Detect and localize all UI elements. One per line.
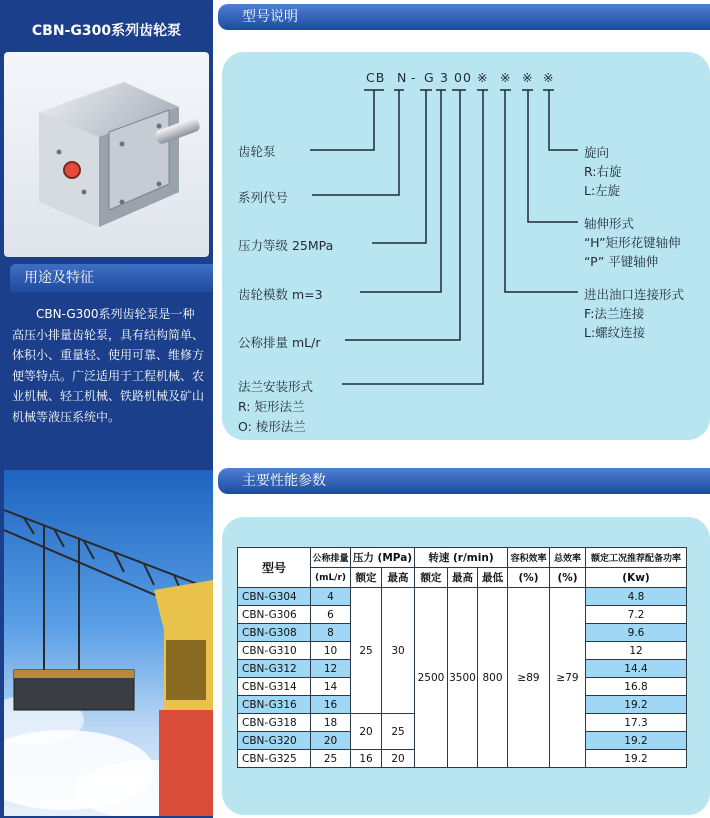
label-displacement: 公称排量 mL/r: [238, 335, 321, 350]
code-x1: ※: [477, 70, 489, 85]
th-pressure-max: 最高: [382, 568, 415, 588]
label-rotation-l: L:左旋: [584, 183, 621, 198]
usage-description: CBN-G300系列齿轮泵是一种高压小排量齿轮泵，具有结构简单、体积小、重量轻、使用可靠、维修方便等特点。广泛适用于工程机械、农业机械、轻工机械、铁路机械及矿山机械等液压系统中。: [12, 307, 205, 424]
cell-disp: 20: [311, 732, 351, 750]
code-x2: ※: [500, 70, 512, 85]
th-disp-unit: (mL/r): [311, 568, 351, 588]
perf-section-header: [218, 468, 710, 494]
label-port-title: 进出油口连接形式: [584, 287, 685, 302]
code-x4: ※: [543, 70, 555, 85]
label-rotation-title: 旋向: [584, 145, 610, 160]
cell-disp: 6: [311, 606, 351, 624]
cell-model: CBN-G308: [238, 624, 311, 642]
usage-title: 用途及特征: [24, 270, 94, 286]
label-module: 齿轮模数 m=3: [238, 287, 323, 302]
th-disp: 公称排量: [311, 548, 351, 568]
th-tot-eff-unit: (%): [550, 568, 586, 588]
cell-power: 19.2: [586, 750, 687, 768]
label-flange-r: R: 矩形法兰: [238, 399, 305, 414]
cell-pressure-max: 25: [382, 714, 415, 750]
th-pressure: 压力 (MPa): [351, 548, 415, 568]
th-vol-eff-unit: (%): [508, 568, 550, 588]
label-pressure: 压力等级 25MPa: [238, 238, 334, 253]
cell-model: CBN-G314: [238, 678, 311, 696]
label-port-l: L:螺纹连接: [584, 325, 646, 340]
cell-disp: 8: [311, 624, 351, 642]
cell-disp: 16: [311, 696, 351, 714]
cell-power: 16.8: [586, 678, 687, 696]
cell-disp: 10: [311, 642, 351, 660]
label-flange-title: 法兰安装形式: [238, 379, 314, 394]
cell-speed-rated: 2500: [415, 588, 448, 768]
cell-pressure-max: 30: [382, 588, 415, 714]
th-power-unit: (Kw): [586, 568, 687, 588]
code-x3: ※: [522, 70, 534, 85]
cell-power: 19.2: [586, 732, 687, 750]
cell-model: CBN-G318: [238, 714, 311, 732]
label-pump: 齿轮泵: [238, 144, 276, 159]
cell-speed-max: 3500: [448, 588, 478, 768]
perf-section-title: 主要性能参数: [242, 473, 326, 489]
cell-disp: 4: [311, 588, 351, 606]
label-shaft-title: 轴伸形式: [584, 216, 635, 231]
model-section-title: 型号说明: [242, 9, 298, 25]
code-00: 00: [454, 70, 472, 85]
cell-pressure-rated: 25: [351, 588, 382, 714]
cell-power: 14.4: [586, 660, 687, 678]
cell-pressure-max: 20: [382, 750, 415, 768]
label-shaft-p: “P” 平键轴伸: [584, 254, 659, 269]
cell-model: CBN-G325: [238, 750, 311, 768]
th-speed: 转速 (r/min): [415, 548, 508, 568]
cell-pressure-rated: 20: [351, 714, 382, 750]
cell-disp: 12: [311, 660, 351, 678]
performance-table: [237, 547, 687, 768]
cell-power: 12: [586, 642, 687, 660]
cell-power: 17.3: [586, 714, 687, 732]
code-cb: CB: [366, 70, 386, 85]
cell-speed-min: 800: [478, 588, 508, 768]
cell-disp: 18: [311, 714, 351, 732]
cell-vol-eff: ≥89: [508, 588, 550, 768]
th-power: 额定工况推荐配备功率: [586, 548, 687, 568]
th-pressure-rated: 额定: [351, 568, 382, 588]
th-tot-eff: 总效率: [550, 548, 586, 568]
label-rotation-r: R:右旋: [584, 164, 622, 179]
cell-model: CBN-G312: [238, 660, 311, 678]
cell-model: CBN-G316: [238, 696, 311, 714]
label-shaft-h: “H”矩形花键轴伸: [584, 235, 681, 250]
cell-tot-eff: ≥79: [550, 588, 586, 768]
cell-model: CBN-G306: [238, 606, 311, 624]
cell-power: 7.2: [586, 606, 687, 624]
cell-disp: 14: [311, 678, 351, 696]
cell-model: CBN-G304: [238, 588, 311, 606]
th-speed-min: 最低: [478, 568, 508, 588]
th-model: 型号: [238, 548, 311, 588]
th-speed-max: 最高: [448, 568, 478, 588]
cell-pressure-rated: 16: [351, 750, 382, 768]
product-title: CBN-G300系列齿轮泵: [31, 23, 182, 39]
table-header-row: [238, 548, 687, 568]
cell-power: 4.8: [586, 588, 687, 606]
code-n: N: [397, 70, 408, 85]
code-dash: -: [411, 70, 417, 85]
table-row: [238, 588, 687, 606]
label-port-f: F:法兰连接: [584, 306, 645, 321]
th-speed-rated: 额定: [415, 568, 448, 588]
code-g: G: [424, 70, 435, 85]
cell-power: 9.6: [586, 624, 687, 642]
label-series: 系列代号: [238, 190, 289, 205]
th-vol-eff: 容积效率: [508, 548, 550, 568]
cell-power: 19.2: [586, 696, 687, 714]
code-3: 3: [440, 70, 449, 85]
cell-model: CBN-G310: [238, 642, 311, 660]
cell-model: CBN-G320: [238, 732, 311, 750]
cell-disp: 25: [311, 750, 351, 768]
label-flange-o: O: 棱形法兰: [238, 419, 306, 434]
